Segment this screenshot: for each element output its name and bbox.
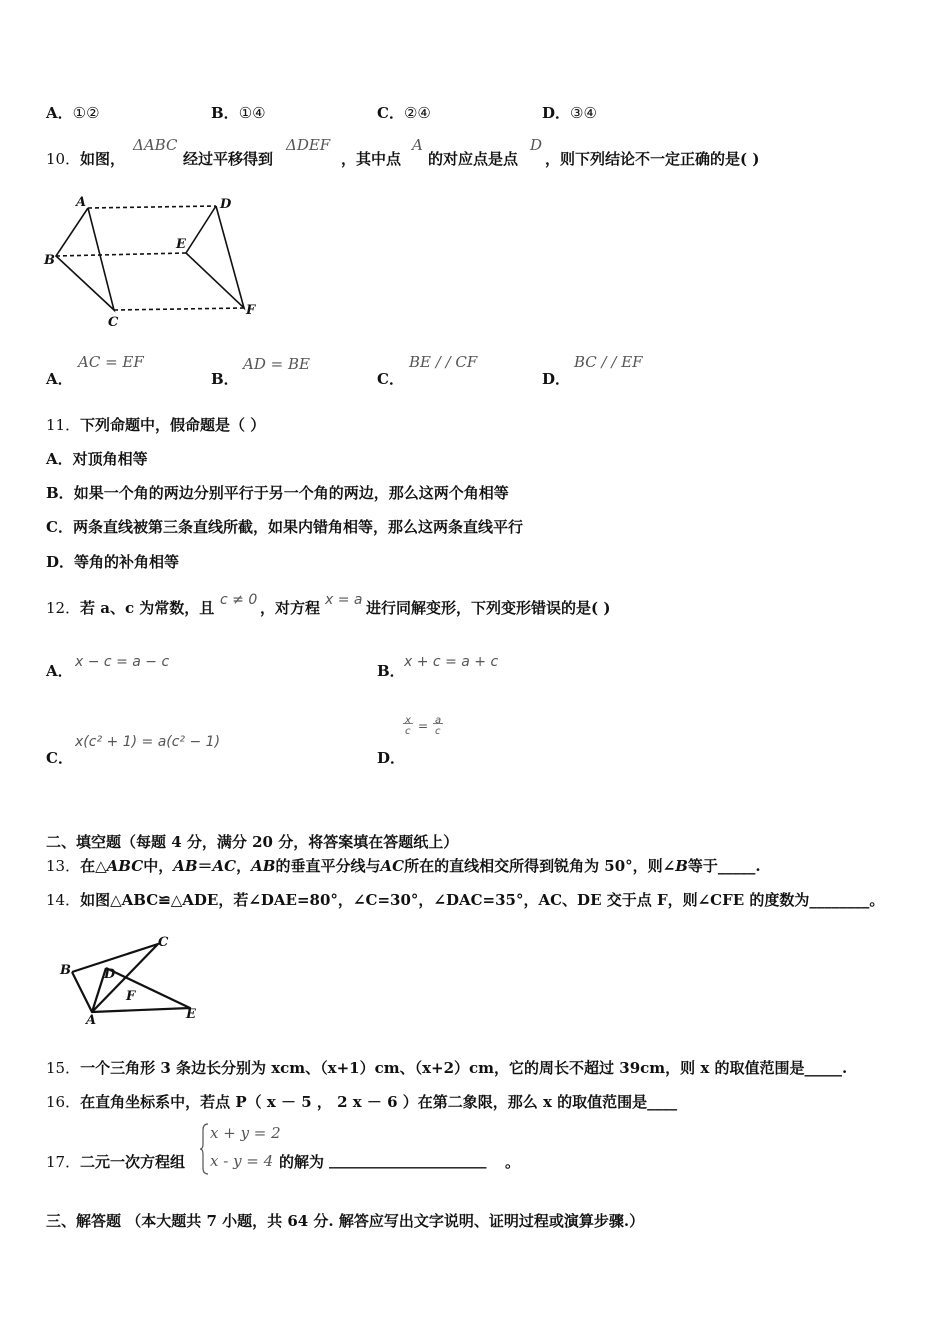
q11-option-d: D．等角的补角相等 (46, 553, 180, 571)
q10-option-d-math: BC / / EF (574, 353, 643, 371)
q10-label-f: F (246, 303, 256, 318)
q10-text-2: 经过平移得到 (183, 150, 274, 168)
q17-text-1: 二元一次方程组 (80, 1153, 186, 1171)
q12-option-d-label: D． (377, 749, 406, 767)
q12-math-x-eq-a: x = a (325, 592, 363, 608)
q17-equation-system (200, 1122, 281, 1176)
q10-label-c: C (108, 315, 119, 330)
q10-label-d: D (220, 197, 232, 212)
q12-option-d-math (403, 715, 447, 749)
q10-text-4: 的对应点是点 (428, 150, 519, 168)
section-2-title: 二、填空题（每题 4 分，满分 20 分，将答案填在答题纸上） (46, 833, 459, 851)
q17-brace (200, 1122, 210, 1176)
q10-math-point-d: D (530, 136, 543, 154)
q10-text-1: 如图， (80, 150, 126, 168)
q14-label-b: B (60, 963, 71, 978)
section-3-title: 三、解答题 （本大题共 7 小题，共 64 分. 解答应写出文字说明、证明过程或演算步骤.） (46, 1212, 645, 1230)
q12-option-b-math: x + c = a + c (404, 654, 499, 670)
q12-option-b-label: B． (377, 662, 405, 680)
q10-option-a-math: AC = EF (78, 353, 144, 371)
q12-option-a-label: A． (46, 662, 73, 680)
q12-d-numerator-1: x (405, 715, 411, 726)
q13: 13．在△ABC中，AB＝AC，AB的垂直平分线与AC所在的直线相交所得到锐角为 50°，则∠B等于_____. (46, 857, 761, 875)
q10-option-d-label: D． (542, 370, 571, 388)
q12-text-3: 进行同解变形，下列变形错误的是( ) (366, 599, 611, 617)
q15: 15．一个三角形 3 条边长分别为 xcm、（x+1）cm、（x+2）cm，它的周长不超过 39cm，则 x 的取值范围是_____. (46, 1059, 848, 1077)
q14-figure (58, 934, 208, 1024)
q12-text-1: 若 a、c 为常数，且 (80, 599, 215, 617)
q10-label-a: A (76, 195, 87, 210)
q17-number: 17． (46, 1153, 81, 1171)
q10-label-e: E (176, 237, 186, 252)
q12-d-fraction-bar-2 (433, 723, 443, 724)
q14-label-f: F (126, 989, 136, 1004)
q10-option-a-label: A． (46, 370, 73, 388)
q9-option-d: D．③④ (542, 104, 597, 122)
q12-d-equals: = (418, 719, 429, 733)
q10-text-5: ，则下列结论不一定正确的是( ) (545, 150, 760, 168)
q12-text-2: ，对方程 (260, 599, 321, 617)
q10-number: 10． (46, 150, 81, 168)
q17-answer-blank[interactable]: _____________________ (329, 1151, 487, 1169)
q17-text-2: 的解为 (279, 1153, 325, 1171)
q9-option-c: C．②④ (377, 104, 431, 122)
q14-label-e: E (186, 1007, 196, 1022)
q10-option-b-label: B． (211, 370, 239, 388)
q12-number: 12． (46, 599, 81, 617)
q10-math-point-a: A (412, 136, 423, 154)
q14-label-d: D (104, 967, 116, 982)
q12-option-a-math: x − c = a − c (75, 654, 170, 670)
q11-stem: 下列命题中，假命题是（ ） (80, 416, 266, 434)
q12-d-denominator-2: c (435, 726, 441, 737)
q17-text-3: 。 (505, 1153, 521, 1171)
q10-figure (42, 190, 272, 330)
q12-d-denominator-1: c (405, 726, 411, 737)
q9-option-a: A．①② (46, 104, 100, 122)
q10-option-c-label: C． (377, 370, 404, 388)
q12-option-c-label: C． (46, 749, 73, 767)
q12-option-c-math: x(c² + 1) = a(c² − 1) (75, 734, 221, 750)
q10-option-c-math: BE / / CF (409, 353, 478, 371)
q14-label-a: A (86, 1013, 97, 1024)
q12-d-fraction-bar-1 (403, 723, 413, 724)
q10-text-3: ，其中点 (341, 150, 402, 168)
q16: 16．在直角坐标系中，若点 P（ x － 5 ， 2 x － 6 ）在第二象限，那么 x 的取值范围是____ (46, 1093, 678, 1111)
q12-math-c-not-zero: c ≠ 0 (220, 592, 258, 608)
q14-label-c: C (158, 935, 169, 950)
q17-equation-2: x - y = 4 (210, 1152, 274, 1170)
q11-number: 11． (46, 416, 81, 434)
q10-label-b: B (44, 253, 55, 268)
q12-d-numerator-2: a (435, 715, 442, 726)
q11-option-b: B．如果一个角的两边分别平行于另一个角的两边，那么这两个角相等 (46, 484, 509, 502)
q9-option-b: B．①④ (211, 104, 266, 122)
q11-option-c: C．两条直线被第三条直线所截，如果内错角相等，那么这两条直线平行 (46, 518, 523, 536)
q10-math-triangle-abc: ΔABC (133, 136, 178, 154)
q10-option-b-math: AD = BE (243, 355, 310, 373)
q14: 14．如图△ABC≌△ADE，若∠DAE=80°，∠C=30°，∠DAC=35°，AC、DE 交于点 F，则∠CFE 的度数为________。 (46, 891, 885, 909)
q11-option-a: A．对顶角相等 (46, 450, 148, 468)
q10-math-triangle-def: ΔDEF (286, 136, 331, 154)
q17-equation-1: x + y = 2 (210, 1124, 281, 1142)
